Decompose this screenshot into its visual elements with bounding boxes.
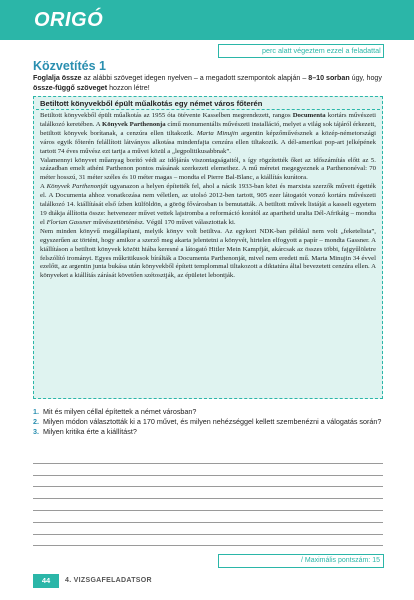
- answer-line[interactable]: [33, 464, 383, 476]
- p3-italic-name: Florian Gassner: [46, 218, 92, 226]
- question-item: [33, 407, 383, 417]
- points-label: / Maximális pontszám: 15: [301, 557, 380, 564]
- p1-text-e: című monumentális művészeti installáció, melyet a világ sok tájáról érkezett, betiltott könyvek borítanak, a cenzúra ellen tiltakozik.: [40, 120, 376, 137]
- reading-paragraph-4: Nem minden könyvű megállapítani, melyik könyv volt betiltva. Az egykori NDK-ban például nem volt „feketelista”, egyszerűen az történt, hogy amikor a szerző meg akarta jelentetni a könyvét, hirtelen elfogyott a papír – mondta Gassner. A kiállításon a betiltott könyvek között hiába keresné a látogató Hitler Mein Kampfját, akárcsak az összes többi, fajgyűlöletre felszólító irományt. Egyes műkritikusok bírálták a Documenta Parthenonját, mivel nem eredeti mű. Marta Minujin 34 évvel ezelőtt, az argentin junta bukása után könyvekből épített templommal tiltakozott a diktatúra által bevezetett cenzúra ellen. A könyveket a kiállítás zárását követően szétosztják, az épületet lebontják.: [40, 227, 376, 280]
- p3-text-a: A: [40, 183, 47, 191]
- reading-paragraph-1: [40, 112, 376, 157]
- question-text: Milyen módon választották ki a 170 művet, és milyen nehézséggel kellett szembenézni a válogatás során?: [43, 417, 382, 426]
- reading-title: Betiltott könyvekből épült műalkotás egy német város főterén: [40, 99, 263, 108]
- p1-text-g: argentin képzőművésznek a közép-németországi város egyik főterén felállított látványos alkotása mindenfajta cenzúra ellen tiltakozik. A dél-amerikai pop-art jelképének tartott 74 éves művész ezt tartja a művei közül a „legpolitikusabbnak”.: [40, 129, 377, 155]
- reading-text: [40, 112, 376, 281]
- p1-text-c: kortárs művészeti találkozó keretében. A: [40, 112, 376, 128]
- footer-section-label: 4. VIZSGAFELADATSOR: [65, 577, 152, 584]
- question-item: [33, 427, 383, 437]
- question-number: 3.: [33, 427, 39, 436]
- answer-line[interactable]: [33, 476, 383, 488]
- questions-list: [33, 407, 383, 437]
- instr-bold-3: össze-függő szöveget: [33, 84, 108, 92]
- time-box-label: perc alatt végeztem ezzel a feladattal: [262, 46, 381, 55]
- reading-paragraph-3: [40, 183, 376, 228]
- p1-italic-name: Marta Minujin: [196, 129, 239, 137]
- question-text: Milyen kritika érte a kiállítást?: [43, 427, 137, 436]
- page-number: 44: [41, 576, 51, 585]
- instr-text-2: úgy, hogy: [349, 74, 382, 82]
- section-title: Közvetítés 1: [33, 59, 106, 73]
- instr-text-3: hozzon létre!: [107, 84, 150, 92]
- p1-bold-documenta: Documenta: [292, 112, 326, 119]
- reading-divider: [36, 109, 380, 110]
- p3-text-c: ugyanazon a helyen építették fel, ahol a nácik 1933-ban közi és marxista szerzők műveit égették el. A Documenta ahhoz vonatkozása nem véletlen, az utolsó 2012-ben tartott, 905 ezer látogatót vonzó kortárs művészeti találkozó 14. kiállítását első ízben külföldön, a görög fővárosban is bemutatták. A betiltott művek listáját a kasseli egyetem 19 diákja állította össze: hetvenezer művet vettek lajstromba a reformáció korától az apartheid uralta Dél-Afrikáig – mondta el: [40, 183, 376, 226]
- header-title: ORIGÓ: [34, 9, 104, 31]
- answer-line[interactable]: [33, 452, 383, 464]
- question-number: 2.: [33, 417, 39, 426]
- instr-text-1: az alábbi szöveget idegen nyelven – a megadott szempontok alapján –: [81, 74, 309, 82]
- p1-bold-title: Könyvek Parthenonja: [102, 120, 166, 128]
- instr-bold-2: 8–10 sorban: [308, 74, 350, 82]
- question-text: Mit és milyen céllal építettek a német városban?: [43, 407, 197, 416]
- answer-line[interactable]: [33, 523, 383, 535]
- p3-text-e: művészettörténész. Végül 170 művet választottak ki.: [91, 218, 236, 226]
- instr-bold-1: Foglalja össze: [33, 74, 82, 82]
- answer-line[interactable]: [33, 535, 383, 547]
- p1-text-a: Betiltott könyvekből épült műalkotás az 1955 óta ötévente Kasselben megrendezett, rangos: [40, 112, 293, 119]
- reading-paragraph-2: Valamennyi könyvet műanyag borító védi az időjárás viszontagságaitól, s így rögzítették őket az időszámítás előtt az 5. században emelt athéni Parthenon pontos másának szerkezeti elemeihez. A mű méretei megegyeznek a Parthenonéval: 70 méter hosszú, 31 méter széles és 10 méter magas – mondta el Pierre Bal-Blanc, a kiállítás kurátora.: [40, 156, 376, 182]
- answer-line[interactable]: [33, 499, 383, 511]
- answer-line[interactable]: [33, 511, 383, 523]
- p3-italic-title: Könyvek Parthenonját: [46, 183, 108, 191]
- answer-lines[interactable]: [33, 452, 383, 546]
- question-item: [33, 417, 383, 427]
- answer-line[interactable]: [33, 487, 383, 499]
- task-instructions: [33, 73, 388, 93]
- question-number: 1.: [33, 407, 39, 416]
